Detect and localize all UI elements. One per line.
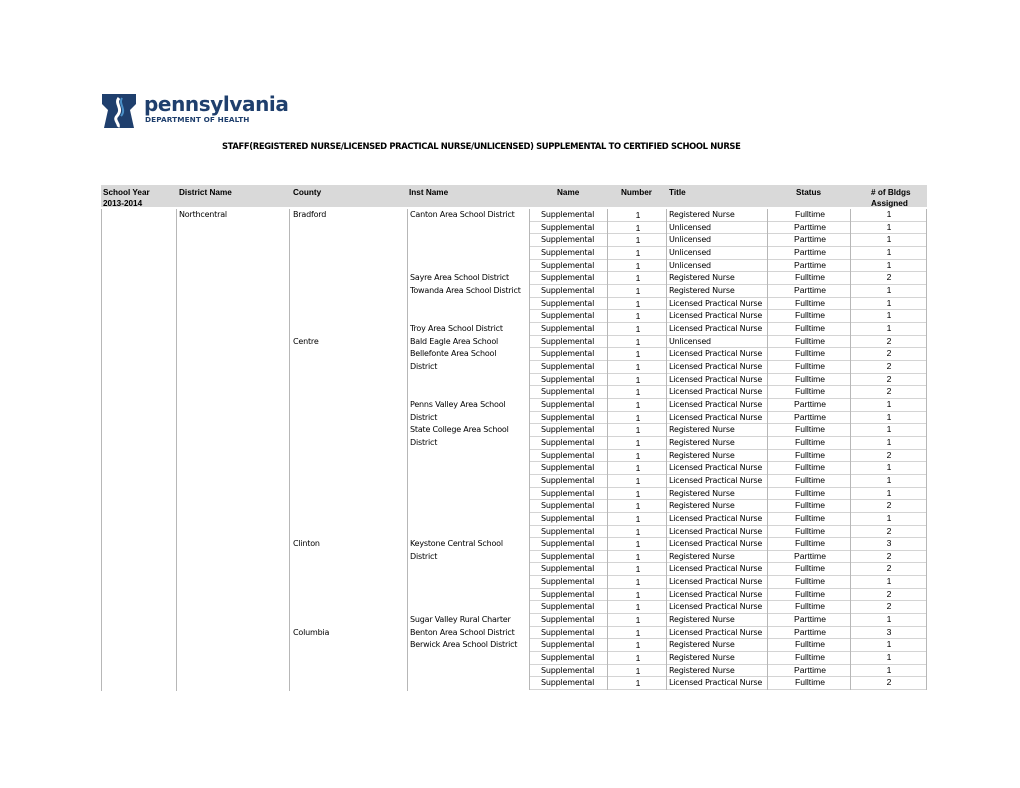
number-cell: 1 — [635, 653, 641, 664]
name-cell: Supplemental — [541, 577, 595, 587]
status-cell: Parttime — [794, 411, 826, 422]
number-cell: 1 — [635, 437, 641, 448]
logo-wordmark: pennsylvania — [144, 92, 289, 116]
inst-name-cell: Sayre Area School District — [410, 273, 509, 283]
bldgs-cell: 2 — [886, 335, 892, 346]
title-cell: Licensed Practical Nurse — [669, 361, 763, 371]
bldgs-cell: 1 — [886, 209, 892, 219]
number-cell: 1 — [635, 665, 641, 676]
number-cell: 1 — [635, 273, 641, 284]
status-cell: Fulltime — [794, 512, 826, 523]
grid-line — [926, 209, 927, 690]
name-cell: Supplemental — [541, 513, 595, 523]
name-cell: Supplemental — [541, 235, 595, 245]
name-cell: Supplemental — [541, 488, 595, 498]
number-cell: 1 — [635, 678, 641, 689]
grid-line — [666, 209, 667, 690]
bldgs-cell: 1 — [886, 614, 892, 625]
inst-name-cell: State College Area School — [410, 425, 509, 435]
inst-name-cell: Benton Area School District — [410, 627, 515, 637]
status-cell: Fulltime — [794, 639, 826, 650]
status-cell: Fulltime — [794, 601, 826, 612]
bldgs-cell: 2 — [886, 386, 892, 397]
status-cell: Fulltime — [794, 209, 826, 219]
title-cell: Licensed Practical Nurse — [669, 349, 763, 359]
county-cell: Bradford — [293, 210, 327, 219]
number-cell: 1 — [635, 412, 641, 423]
name-cell: Supplemental — [541, 323, 595, 333]
number-cell: 1 — [635, 298, 641, 309]
status-cell: Fulltime — [794, 436, 826, 447]
status-cell: Fulltime — [794, 588, 826, 599]
name-cell: Supplemental — [541, 399, 595, 409]
bldgs-cell: 1 — [886, 259, 892, 270]
name-cell: Supplemental — [541, 640, 595, 650]
status-cell: Fulltime — [794, 576, 826, 587]
status-cell: Fulltime — [794, 310, 826, 321]
header-district-name: District Name — [179, 188, 232, 197]
bldgs-cell: 1 — [886, 221, 892, 232]
status-cell: Parttime — [794, 259, 826, 270]
name-cell: Supplemental — [541, 627, 595, 637]
grid-line — [767, 209, 768, 690]
title-cell: Licensed Practical Nurse — [669, 513, 763, 523]
header-school-year: School Year — [103, 188, 150, 197]
header-status: Status — [796, 188, 822, 197]
header-name: Name — [557, 188, 580, 197]
name-cell: Supplemental — [541, 412, 595, 422]
title-cell: Unlicensed — [669, 247, 711, 257]
title-cell: Licensed Practical Nurse — [669, 412, 763, 422]
bldgs-cell: 2 — [886, 601, 892, 612]
bldgs-cell: 1 — [886, 246, 892, 257]
report-title: STAFF(REGISTERED NURSE/LICENSED PRACTICAL NURSE/UNLICENSED) SUPPLEMENTAL TO CERTIFIED SCHOOL NURSE — [222, 141, 741, 151]
county-cell: Centre — [293, 336, 319, 346]
number-cell: 1 — [635, 627, 641, 638]
title-cell: Registered Nurse — [669, 450, 735, 460]
bldgs-cell: 2 — [886, 525, 892, 536]
number-cell: 1 — [635, 551, 641, 562]
inst-name-cell: Berwick Area School District — [410, 640, 518, 650]
name-cell: Supplemental — [541, 526, 595, 536]
inst-name-cell: Sugar Valley Rural Charter — [410, 615, 511, 625]
bldgs-cell: 2 — [886, 500, 892, 511]
name-cell: Supplemental — [541, 463, 595, 473]
bldgs-cell: 3 — [886, 538, 892, 549]
number-cell: 1 — [635, 361, 641, 372]
title-cell: Licensed Practical Nurse — [669, 577, 763, 587]
title-cell: Licensed Practical Nurse — [669, 602, 763, 612]
school-year-value: 2013-2014 — [103, 199, 143, 208]
status-cell: Fulltime — [794, 360, 826, 371]
keystone-logo-icon — [100, 92, 138, 130]
name-cell: Supplemental — [541, 222, 595, 232]
header-inst-name: Inst Name — [409, 188, 449, 197]
logo-subtitle: DEPARTMENT OF HEALTH — [145, 115, 250, 124]
number-cell: 1 — [635, 602, 641, 613]
status-cell: Fulltime — [794, 500, 826, 511]
name-cell: Supplemental — [541, 285, 595, 295]
name-cell: Supplemental — [541, 475, 595, 485]
status-cell: Fulltime — [794, 652, 826, 663]
bldgs-cell: 1 — [886, 462, 892, 473]
title-cell: Unlicensed — [669, 235, 711, 245]
name-cell: Supplemental — [541, 539, 595, 549]
grid-line — [176, 209, 177, 691]
bldgs-cell: 3 — [886, 626, 892, 637]
bldgs-cell: 1 — [886, 424, 892, 435]
title-cell: Licensed Practical Nurse — [669, 564, 763, 574]
grid-line — [529, 209, 530, 690]
number-cell: 1 — [635, 374, 641, 385]
name-cell: Supplemental — [541, 551, 595, 561]
title-cell: Licensed Practical Nurse — [669, 539, 763, 549]
inst-name-cell: District — [410, 551, 438, 561]
name-cell: Supplemental — [541, 273, 595, 283]
status-cell: Fulltime — [794, 373, 826, 384]
status-cell: Parttime — [794, 246, 826, 257]
status-cell: Parttime — [794, 626, 826, 637]
bldgs-cell: 1 — [886, 487, 892, 498]
status-cell: Fulltime — [794, 474, 826, 485]
title-cell: Licensed Practical Nurse — [669, 399, 763, 409]
bldgs-cell: 1 — [886, 322, 892, 333]
status-cell: Fulltime — [794, 487, 826, 498]
number-cell: 1 — [635, 311, 641, 322]
bldgs-cell: 1 — [886, 234, 892, 245]
title-cell: Registered Nurse — [669, 425, 735, 435]
title-cell: Licensed Practical Nurse — [669, 374, 763, 384]
bldgs-cell: 1 — [886, 664, 892, 675]
status-cell: Fulltime — [794, 525, 826, 536]
number-cell: 1 — [635, 222, 641, 233]
name-cell: Supplemental — [541, 260, 595, 270]
name-cell: Supplemental — [541, 210, 595, 219]
bldgs-cell: 2 — [886, 563, 892, 574]
number-cell: 1 — [635, 323, 641, 334]
status-cell: Parttime — [794, 550, 826, 561]
bldgs-cell: 1 — [886, 474, 892, 485]
name-cell: Supplemental — [541, 336, 595, 346]
name-cell: Supplemental — [541, 387, 595, 397]
bldgs-cell: 1 — [886, 639, 892, 650]
bldgs-cell: 1 — [886, 411, 892, 422]
inst-name-cell: District — [410, 361, 438, 371]
title-cell: Licensed Practical Nurse — [669, 627, 763, 637]
name-cell: Supplemental — [541, 349, 595, 359]
number-cell: 1 — [635, 539, 641, 550]
title-cell: Registered Nurse — [669, 551, 735, 561]
header-county: County — [293, 188, 322, 197]
number-cell: 1 — [635, 349, 641, 360]
number-cell: 1 — [635, 235, 641, 246]
name-cell: Supplemental — [541, 615, 595, 625]
title-cell: Registered Nurse — [669, 273, 735, 283]
title-cell: Licensed Practical Nurse — [669, 589, 763, 599]
title-cell: Licensed Practical Nurse — [669, 323, 763, 333]
number-cell: 1 — [635, 260, 641, 271]
inst-name-cell: District — [410, 412, 438, 422]
title-cell: Registered Nurse — [669, 501, 735, 511]
header-bldgs-assigned: Assigned — [871, 199, 908, 208]
name-cell: Supplemental — [541, 501, 595, 511]
title-cell: Registered Nurse — [669, 210, 735, 219]
number-cell: 1 — [635, 640, 641, 651]
status-cell: Fulltime — [794, 297, 826, 308]
inst-name-cell: District — [410, 437, 438, 447]
status-cell: Fulltime — [794, 462, 826, 473]
county-cell: Clinton — [293, 539, 320, 549]
status-cell: Parttime — [794, 398, 826, 409]
county-cell: Columbia — [293, 627, 330, 637]
pa-health-logo — [100, 92, 289, 132]
number-cell: 1 — [635, 488, 641, 499]
bldgs-cell: 2 — [886, 348, 892, 359]
status-cell: Parttime — [794, 664, 826, 675]
grid-line — [407, 209, 408, 691]
title-cell: Registered Nurse — [669, 653, 735, 663]
name-cell: Supplemental — [541, 298, 595, 308]
status-cell: Fulltime — [794, 538, 826, 549]
status-cell: Fulltime — [794, 348, 826, 359]
status-cell: Fulltime — [794, 386, 826, 397]
status-cell: Parttime — [794, 234, 826, 245]
status-cell: Fulltime — [794, 449, 826, 460]
number-cell: 1 — [635, 399, 641, 410]
bldgs-cell: 2 — [886, 360, 892, 371]
title-cell: Licensed Practical Nurse — [669, 526, 763, 536]
number-cell: 1 — [635, 513, 641, 524]
title-cell: Registered Nurse — [669, 488, 735, 498]
bldgs-cell: 1 — [886, 512, 892, 523]
name-cell: Supplemental — [541, 374, 595, 384]
number-cell: 1 — [635, 336, 641, 347]
title-cell: Registered Nurse — [669, 665, 735, 675]
name-cell: Supplemental — [541, 602, 595, 612]
name-cell: Supplemental — [541, 437, 595, 447]
header-bldgs: # of Bldgs — [871, 188, 911, 197]
name-cell: Supplemental — [541, 311, 595, 321]
number-cell: 1 — [635, 210, 641, 220]
number-cell: 1 — [635, 475, 641, 486]
inst-name-cell: Canton Area School District — [410, 210, 515, 219]
name-cell: Supplemental — [541, 450, 595, 460]
bldgs-cell: 1 — [886, 436, 892, 447]
bldgs-cell: 2 — [886, 588, 892, 599]
inst-name-cell: Keystone Central School — [410, 539, 503, 549]
bldgs-cell: 2 — [886, 550, 892, 561]
number-cell: 1 — [635, 615, 641, 626]
bldgs-cell: 2 — [886, 677, 892, 688]
name-cell: Supplemental — [541, 665, 595, 675]
title-cell: Registered Nurse — [669, 640, 735, 650]
name-cell: Supplemental — [541, 361, 595, 371]
bldgs-cell: 1 — [886, 297, 892, 308]
status-cell: Parttime — [794, 284, 826, 295]
number-cell: 1 — [635, 564, 641, 575]
bldgs-cell: 1 — [886, 576, 892, 587]
number-cell: 1 — [635, 450, 641, 461]
title-cell: Registered Nurse — [669, 615, 735, 625]
number-cell: 1 — [635, 589, 641, 600]
number-cell: 1 — [635, 577, 641, 588]
title-cell: Licensed Practical Nurse — [669, 463, 763, 473]
title-cell: Licensed Practical Nurse — [669, 475, 763, 485]
inst-name-cell: Towanda Area School District — [410, 285, 521, 295]
title-cell: Licensed Practical Nurse — [669, 311, 763, 321]
number-cell: 1 — [635, 425, 641, 436]
name-cell: Supplemental — [541, 653, 595, 663]
status-cell: Fulltime — [794, 322, 826, 333]
title-cell: Licensed Practical Nurse — [669, 387, 763, 397]
title-cell: Unlicensed — [669, 222, 711, 232]
bldgs-cell: 2 — [886, 373, 892, 384]
district-name-cell: Northcentral — [179, 210, 227, 219]
grid-line — [101, 209, 102, 691]
title-cell: Licensed Practical Nurse — [669, 298, 763, 308]
bldgs-cell: 2 — [886, 449, 892, 460]
title-cell: Unlicensed — [669, 260, 711, 270]
bldgs-cell: 1 — [886, 652, 892, 663]
status-cell: Parttime — [794, 614, 826, 625]
number-cell: 1 — [635, 387, 641, 398]
number-cell: 1 — [635, 463, 641, 474]
status-cell: Fulltime — [794, 335, 826, 346]
status-cell: Parttime — [794, 221, 826, 232]
number-cell: 1 — [635, 501, 641, 512]
grid-line — [850, 209, 851, 690]
inst-name-cell: Troy Area School District — [410, 323, 503, 333]
status-cell: Fulltime — [794, 424, 826, 435]
grid-line — [607, 209, 608, 690]
name-cell: Supplemental — [541, 678, 595, 688]
title-cell: Registered Nurse — [669, 437, 735, 447]
status-cell: Fulltime — [794, 563, 826, 574]
number-cell: 1 — [635, 247, 641, 258]
header-title: Title — [669, 188, 686, 197]
name-cell: Supplemental — [541, 425, 595, 435]
bldgs-cell: 1 — [886, 398, 892, 409]
inst-name-cell: Penns Valley Area School — [410, 399, 506, 409]
title-cell: Unlicensed — [669, 336, 711, 346]
name-cell: Supplemental — [541, 589, 595, 599]
title-cell: Licensed Practical Nurse — [669, 678, 763, 688]
header-number: Number — [621, 188, 652, 197]
bldgs-cell: 2 — [886, 272, 892, 283]
title-cell: Registered Nurse — [669, 285, 735, 295]
status-cell: Fulltime — [794, 272, 826, 283]
grid-line — [289, 209, 290, 691]
inst-name-cell: Bellefonte Area School — [410, 349, 497, 359]
bldgs-cell: 1 — [886, 284, 892, 295]
row-divider — [529, 689, 927, 690]
number-cell: 1 — [635, 285, 641, 296]
inst-name-cell: Bald Eagle Area School — [410, 336, 499, 346]
name-cell: Supplemental — [541, 247, 595, 257]
bldgs-cell: 1 — [886, 310, 892, 321]
number-cell: 1 — [635, 526, 641, 537]
status-cell: Fulltime — [794, 677, 826, 688]
name-cell: Supplemental — [541, 564, 595, 574]
